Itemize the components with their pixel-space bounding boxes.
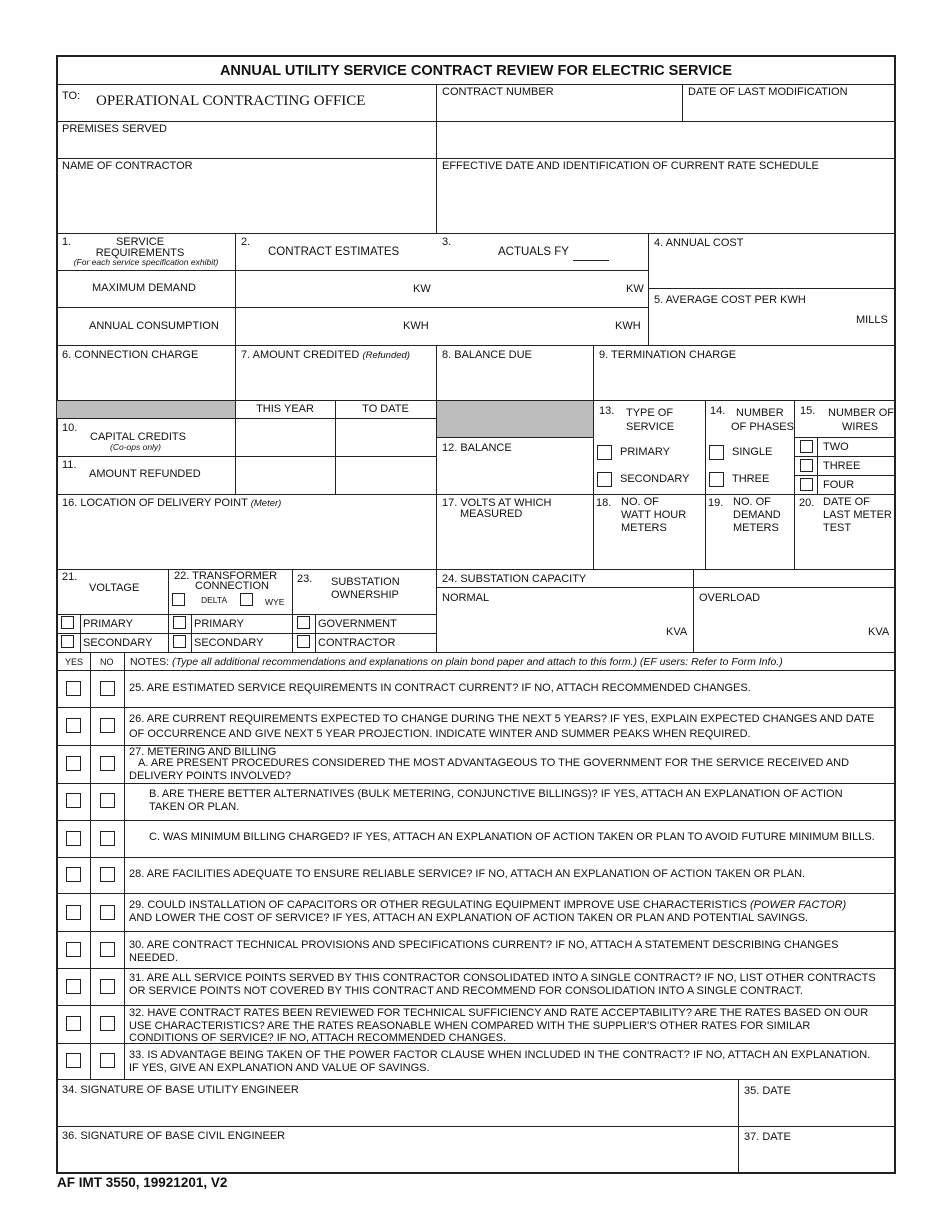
average-cost-label: 5. AVERAGE COST PER KWH	[654, 294, 806, 306]
item-1-number: 1.	[62, 236, 72, 248]
question-27a	[129, 757, 879, 782]
estimate-kwh-unit: KWH	[403, 320, 429, 332]
effective-date-label: EFFECTIVE DATE AND IDENTIFICATION OF CURRENT RATE SCHEDULE	[442, 160, 819, 172]
ownership-contractor-checkbox[interactable]	[297, 635, 310, 648]
q32-no-checkbox[interactable]	[100, 1016, 115, 1031]
transformer-primary-checkbox[interactable]	[173, 616, 186, 629]
item-10-number: 10.	[62, 422, 78, 434]
type-of-service-label-2: SERVICE	[626, 421, 675, 433]
coops-note: (Co-ops only)	[110, 442, 162, 452]
service-primary-label: PRIMARY	[620, 446, 670, 458]
service-requirements-note: (For each service specification exhibit)	[73, 257, 219, 267]
q26-yes-checkbox[interactable]	[66, 718, 81, 733]
number-of-phases-label: NUMBER	[736, 407, 784, 419]
q29-yes-checkbox[interactable]	[66, 905, 81, 920]
wye-checkbox[interactable]	[240, 593, 253, 606]
to-value[interactable]: OPERATIONAL CONTRACTING OFFICE	[96, 93, 366, 109]
item-19-number: 19.	[708, 497, 724, 509]
substation-ownership-label: SUBSTATION	[331, 576, 400, 588]
transformer-connection-label: 22. TRANSFORMER	[174, 570, 278, 582]
balance-due-label: 8. BALANCE DUE	[442, 349, 532, 361]
question-32: 32. HAVE CONTRACT RATES BEEN REVIEWED FOR TECHNICAL SUFFICIENCY AND RATE ACCEPTABILITY? ARE THE RATES BASED ON OUR USE CHARACTERISTICS? ARE THE RATES REASONABLE WHEN COMPARED WITH THE SUPPLIER'S OTHER RATES FOR SIMILAR CONDITIONS OF SERVICE? IF NO, ATTACH RECOMMENDED CHANGES.	[129, 1007, 869, 1045]
question-33: 33. IS ADVANTAGE BEING TAKEN OF THE POWER FACTOR CLAUSE WHEN INCLUDED IN THE CONTRACT? IF NO, ATTACH AN EXPLANATION. IF YES, GIVE AN EXPLANATION AND VALUE OF SAVINGS.	[129, 1049, 871, 1074]
service-secondary-label: SECONDARY	[620, 473, 690, 485]
phase-single-label: SINGLE	[732, 446, 773, 458]
delta-checkbox[interactable]	[172, 593, 185, 606]
wires-four-label: FOUR	[823, 479, 855, 491]
delivery-point-label	[62, 497, 281, 510]
last-meter-test-label-3: TEST	[823, 522, 852, 534]
utility-engineer-signature-label: 34. SIGNATURE OF BASE UTILITY ENGINEER	[62, 1084, 299, 1096]
volts-measured-label: 17. VOLTS AT WHICH	[442, 497, 552, 509]
q27a-no-checkbox[interactable]	[100, 756, 115, 771]
balance-label: 12. BALANCE	[442, 442, 512, 454]
watt-hour-label-1: NO. OF	[621, 496, 659, 508]
delivery-point-text: 16. LOCATION OF DELIVERY POINT	[62, 497, 248, 509]
transformer-secondary-checkbox[interactable]	[173, 635, 186, 648]
contract-number-label: CONTRACT NUMBER	[442, 86, 554, 98]
q25-yes-checkbox[interactable]	[66, 681, 81, 696]
form-footer-id: AF IMT 3550, 19921201, V2	[57, 1175, 228, 1190]
demand-meters-label-1: NO. OF	[733, 496, 771, 508]
notes-instructions: (Type all additional recommendations and explanations on plain bond paper and attach to this form.) (EF users: Refer to Form Info.)	[172, 656, 783, 668]
watt-hour-label-3: METERS	[621, 522, 667, 534]
actuals-fy-blank[interactable]	[573, 260, 609, 261]
wires-three-label: THREE	[823, 460, 861, 472]
q27a-yes-checkbox[interactable]	[66, 756, 81, 771]
q30-yes-checkbox[interactable]	[66, 942, 81, 957]
q31-yes-checkbox[interactable]	[66, 979, 81, 994]
mills-unit: MILLS	[856, 314, 888, 326]
wye-label: WYE	[265, 597, 285, 607]
voltage-secondary-label: SECONDARY	[83, 637, 153, 649]
q28-no-checkbox[interactable]	[100, 867, 115, 882]
premises-served-label: PREMISES SERVED	[62, 123, 167, 135]
q27b-no-checkbox[interactable]	[100, 793, 115, 808]
q28-yes-checkbox[interactable]	[66, 867, 81, 882]
transformer-primary-label: PRIMARY	[194, 618, 244, 630]
annual-cost-label: 4. ANNUAL COST	[654, 237, 744, 249]
this-year-header: THIS YEAR	[256, 403, 314, 415]
no-column-header: NO	[100, 657, 114, 667]
item-2-number: 2.	[241, 236, 251, 248]
shaded-cell-middle	[437, 401, 593, 437]
utility-engineer-date-label: 35. DATE	[744, 1085, 791, 1097]
q26-no-checkbox[interactable]	[100, 718, 115, 733]
service-primary-checkbox[interactable]	[597, 445, 612, 460]
question-25: 25. ARE ESTIMATED SERVICE REQUIREMENTS IN CONTRACT CURRENT? IF NO, ATTACH RECOMMENDED CHANGES.	[129, 682, 751, 694]
delta-label: DELTA	[201, 595, 228, 605]
contract-estimates-label: CONTRACT ESTIMATES	[268, 246, 400, 258]
demand-meters-label-3: METERS	[733, 522, 779, 534]
ownership-contractor-label: CONTRACTOR	[318, 637, 396, 649]
q29-no-checkbox[interactable]	[100, 905, 115, 920]
item-11-number: 11.	[62, 459, 77, 471]
date-last-modification-label: DATE OF LAST MODIFICATION	[688, 86, 848, 98]
overload-label: OVERLOAD	[699, 592, 761, 604]
question-27a-text: A. ARE PRESENT PROCEDURES CONSIDERED THE MOST ADVANTAGEOUS TO THE GOVERNMENT FOR THE SERVICE RECEIVED AND DELIVERY POINTS INVOLVED?	[129, 757, 850, 782]
item-20-number: 20.	[799, 497, 815, 509]
question-27c: C. WAS MINIMUM BILLING CHARGED? IF YES, ATTACH AN EXPLANATION OF ACTION TAKEN OR PLAN TO AVOID FUTURE MINIMUM BILLS.	[149, 831, 875, 843]
voltage-primary-label: PRIMARY	[83, 618, 133, 630]
q32-yes-checkbox[interactable]	[66, 1016, 81, 1031]
phase-three-checkbox[interactable]	[709, 472, 724, 487]
question-27b: B. ARE THERE BETTER ALTERNATIVES (BULK METERING, CONJUNCTIVE BILLINGS)? IF YES, ATTACH AN EXPLANATION OF ACTION TAKEN OR PLAN.	[149, 788, 843, 813]
ownership-government-label: GOVERNMENT	[318, 618, 397, 630]
ownership-government-checkbox[interactable]	[297, 616, 310, 629]
actual-kw-unit: KW	[626, 283, 644, 295]
service-requirements-label-2: REQUIREMENTS	[95, 247, 185, 259]
phase-three-label: THREE	[732, 473, 770, 485]
amount-credited-text: 7. AMOUNT CREDITED	[241, 349, 360, 361]
estimate-kw-unit: KW	[413, 283, 431, 295]
volts-measured-label-2: MEASURED	[460, 508, 523, 520]
capital-credits-label: CAPITAL CREDITS	[90, 431, 186, 443]
q30-no-checkbox[interactable]	[100, 942, 115, 957]
voltage-secondary-checkbox[interactable]	[61, 635, 74, 648]
yes-column-header: YES	[65, 657, 84, 667]
voltage-label: VOLTAGE	[89, 582, 140, 594]
wires-four-checkbox[interactable]	[800, 478, 813, 491]
overload-kva-unit: KVA	[868, 626, 890, 638]
amount-credited-label	[241, 349, 410, 362]
refunded-note: (Refunded)	[362, 350, 410, 361]
last-meter-test-label-1: DATE OF	[823, 496, 870, 508]
q33-no-checkbox[interactable]	[100, 1053, 115, 1068]
transformer-connection-label-2: CONNECTION	[195, 580, 269, 592]
substation-ownership-label-2: OWNERSHIP	[331, 589, 399, 601]
meter-note: (Meter)	[250, 498, 282, 509]
amount-refunded-label: AMOUNT REFUNDED	[89, 468, 201, 480]
service-requirements-label: SERVICE	[115, 236, 165, 248]
notes-label-text: NOTES:	[130, 656, 170, 668]
item-3-number: 3.	[442, 236, 452, 248]
item-15-number: 15.	[800, 405, 816, 417]
voltage-primary-checkbox[interactable]	[61, 616, 74, 629]
termination-charge-label: 9. TERMINATION CHARGE	[599, 349, 737, 361]
service-secondary-checkbox[interactable]	[597, 472, 612, 487]
normal-label: NORMAL	[442, 592, 490, 604]
type-of-service-label: TYPE OF	[626, 407, 674, 419]
phase-single-checkbox[interactable]	[709, 445, 724, 460]
item-18-number: 18.	[596, 497, 612, 509]
question-29-text-b: AND LOWER THE COST OF SERVICE? IF YES, ATTACH AN EXPLANATION OF ACTION TAKEN OR PLAN AND POTENTIAL SAVINGS.	[129, 911, 809, 924]
q33-yes-checkbox[interactable]	[66, 1053, 81, 1068]
question-27: 27. METERING AND BILLING	[129, 746, 277, 758]
normal-kva-unit: KVA	[666, 626, 688, 638]
shaded-cell-left	[57, 401, 235, 418]
actuals-fy-label: ACTUALS FY	[498, 246, 569, 258]
transformer-secondary-label: SECONDARY	[194, 637, 264, 649]
number-of-wires-label: NUMBER OF	[828, 407, 894, 419]
number-of-wires-label-2: WIRES	[842, 421, 879, 433]
contractor-name-label: NAME OF CONTRACTOR	[62, 160, 193, 172]
connection-charge-label: 6. CONNECTION CHARGE	[62, 349, 199, 361]
item-21-number: 21.	[62, 571, 78, 583]
question-29-power-factor: (POWER FACTOR)	[750, 899, 847, 911]
to-date-header: TO DATE	[362, 403, 409, 415]
q25-no-checkbox[interactable]	[100, 681, 115, 696]
question-31: 31. ARE ALL SERVICE POINTS SERVED BY THIS CONTRACTOR CONSOLIDATED INTO A SINGLE CONTRACT? IF NO, LIST OTHER CONTRACTS OR SERVICE POINTS NOT COVERED BY THIS CONTRACT AND RECOMMEND FOR CONSOLIDATION INTO A SINGLE CONTRACT.	[129, 972, 876, 997]
q31-no-checkbox[interactable]	[100, 979, 115, 994]
question-30: 30. ARE CONTRACT TECHNICAL PROVISIONS AND SPECIFICATIONS CURRENT? IF NO, ATTACH A STATEMENT DESCRIBING CHANGES NEEDED.	[129, 939, 839, 964]
notes-label	[130, 656, 783, 668]
q27b-yes-checkbox[interactable]	[66, 793, 81, 808]
question-29-text-a: 29. COULD INSTALLATION OF CAPACITORS OR OTHER REGULATING EQUIPMENT IMPROVE USE CHARACTERISTICS	[129, 899, 747, 911]
item-13-number: 13.	[599, 405, 615, 417]
demand-meters-label-2: DEMAND	[733, 509, 781, 521]
item-14-number: 14.	[710, 405, 726, 417]
form-title: ANNUAL UTILITY SERVICE CONTRACT REVIEW FOR ELECTRIC SERVICE	[219, 63, 733, 79]
question-29	[129, 899, 879, 924]
to-label: TO:	[62, 90, 81, 102]
civil-engineer-date-label: 37. DATE	[744, 1131, 791, 1143]
q27c-no-checkbox[interactable]	[100, 831, 115, 846]
wires-two-checkbox[interactable]	[800, 440, 813, 453]
wires-three-checkbox[interactable]	[800, 459, 813, 472]
substation-capacity-label: 24. SUBSTATION CAPACITY	[442, 573, 587, 585]
wires-two-label: TWO	[823, 441, 849, 453]
question-26: 26. ARE CURRENT REQUIREMENTS EXPECTED TO CHANGE DURING THE NEXT 5 YEARS? IF YES, EXPLAIN EXPECTED CHANGES AND DATE OF OCCURRENCE AND GIVE NEXT 5 YEAR PROJECTION. INDICATE WINTER AND SUMMER PEAKS WHEN REQUIRED.	[129, 713, 875, 741]
civil-engineer-signature-label: 36. SIGNATURE OF BASE CIVIL ENGINEER	[62, 1130, 286, 1142]
watt-hour-label-2: WATT HOUR	[621, 509, 687, 521]
item-23-number: 23.	[297, 573, 313, 585]
last-meter-test-label-2: LAST METER	[823, 509, 892, 521]
q27c-yes-checkbox[interactable]	[66, 831, 81, 846]
question-28: 28. ARE FACILITIES ADEQUATE TO ENSURE RELIABLE SERVICE? IF NO, ATTACH AN EXPLANATION OF ACTION TAKEN OR PLAN.	[129, 868, 806, 880]
maximum-demand-label: MAXIMUM DEMAND	[92, 282, 196, 294]
number-of-phases-label-2: OF PHASES	[731, 421, 794, 433]
actual-kwh-unit: KWH	[615, 320, 641, 332]
annual-consumption-label: ANNUAL CONSUMPTION	[89, 320, 219, 332]
